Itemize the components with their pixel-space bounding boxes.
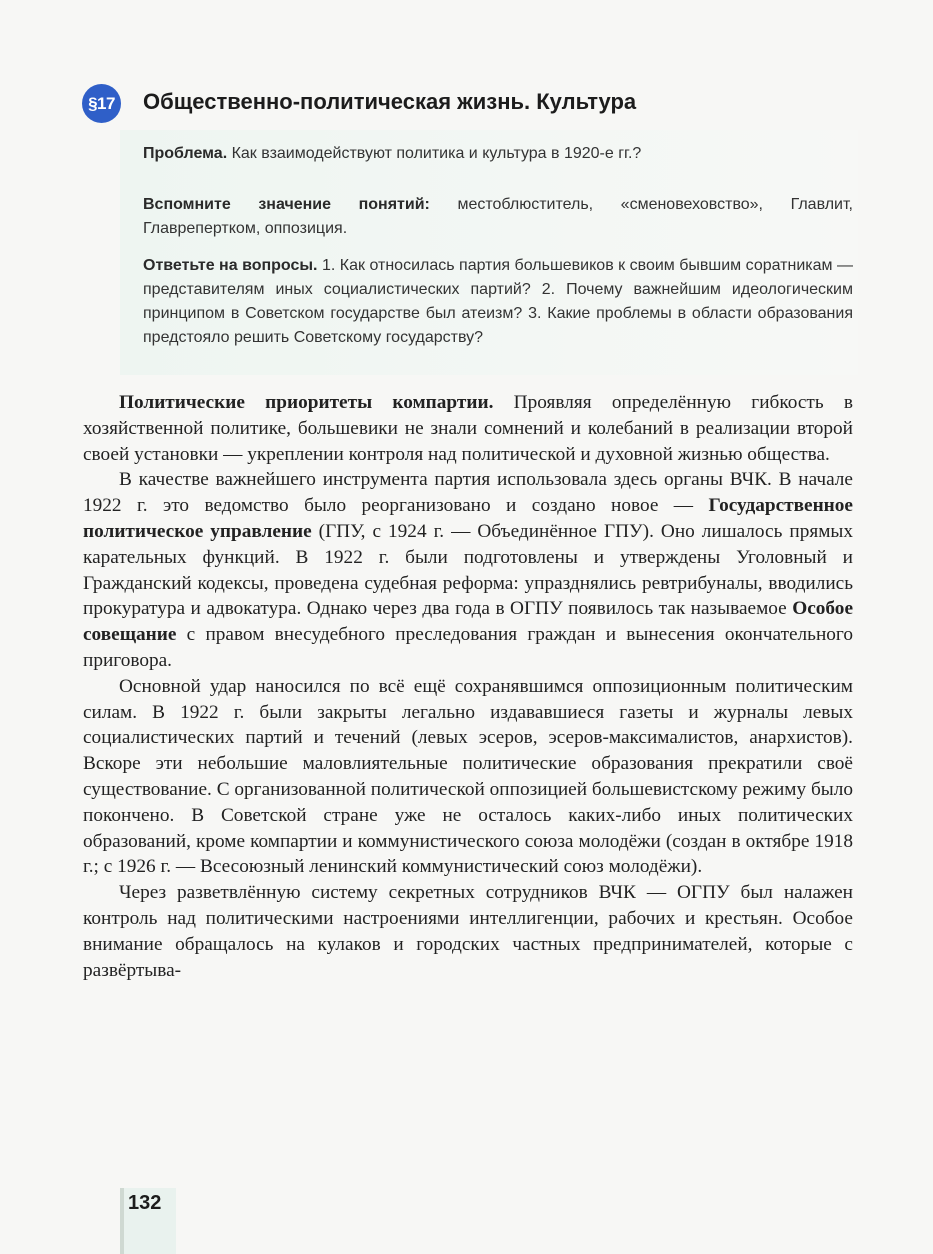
problem-label: Проблема.	[143, 145, 228, 162]
recall-label: Вспомните значение понятий:	[143, 196, 430, 213]
main-text	[83, 390, 853, 983]
answer-block	[143, 254, 853, 350]
section-number-badge: §17	[82, 84, 121, 123]
answer-text: 1. Как относилась партия большевиков к своим бывшим соратникам — представителям иных социалистических партий? 2. Почему важнейшим идеологическим принципом в Советском государстве был атеизм? 3. Какие проблемы в области образования предстояло решить Советскому государству?	[143, 257, 853, 346]
term-osoboe-soveshchanie: Особое совещание	[83, 598, 853, 646]
paragraph-3: Основной удар наносился по всё ещё сохранявшимся оппозиционным политическим силам. В 1922 г. были закрыты легально издававшиеся газеты и журналы левых социалистических партий и течений (левых эсеров, эсеров-максималистов, анархистов). Вскоре эти небольшие маловлиятельные политические образования прекратили своё существование. С организованной политической оппозицией большевистскому режиму было покончено. В Советской стране уже не осталось каких-либо иных политических образований, кроме компартии и коммунистического союза молодёжи (создан в октябре 1918 г.; с 1926 г. — Всесоюзный ленинский коммунистический союз молодёжи).	[83, 675, 853, 878]
answer-label: Ответьте на вопросы.	[143, 257, 318, 274]
paragraph-2	[83, 467, 853, 673]
paragraph-4: Через разветвлённую систему секретных сотрудников ВЧК — ОГПУ был налажен контроль над политическими настроениями интеллигенции, рабочих и крестьян. Особое внимание обращалось на кулаков и городских частных предпринимателей, которые с развёртыва-	[83, 882, 853, 981]
recall-text: местоблюститель, «сменовеховство», Главлит, Главрепертком, оппозиция.	[143, 196, 853, 237]
term-gpu: Государственное политическое управление	[83, 495, 853, 542]
problem-block	[143, 142, 853, 166]
paragraph-2-part-b: (ГПУ, с 1924 г. — Объединённое ГПУ). Оно лишалось прямых карательных функций. В 1922 г. были подготовлены и утверждены Уголовный и Гражданский кодексы, проведена судебная реформа: упразднялись ревтрибуналы, вводились прокуратура и адвокатура. Однако через два года в ОГПУ появилось так называемое	[83, 520, 853, 620]
paragraph-1-text: Проявляя определённую гибкость в хозяйственной политике, большевики не знали сомнений и колебаний в реализации второй своей установки — укреплении контроля над политической и духовной жизнью общества.	[83, 392, 853, 465]
paragraph-2-part-a: В качестве важнейшего инструмента партия использовала здесь органы ВЧК. В начале 1922 г. это ведомство было реорганизовано и создано новое —	[83, 469, 853, 517]
recall-block	[143, 193, 853, 241]
paragraph-2-part-c: с правом внесудебного преследования граждан и вынесения окончательного приговора.	[83, 624, 853, 671]
page-title: Общественно-политическая жизнь. Культура	[143, 89, 637, 114]
problem-text: Как взаимодействуют политика и культура в 1920-е гг.?	[227, 145, 642, 162]
paragraph-1-heading: Политические приоритеты компартии.	[119, 392, 494, 413]
paragraph-1	[83, 390, 853, 467]
page-number: 132	[128, 1192, 162, 1214]
